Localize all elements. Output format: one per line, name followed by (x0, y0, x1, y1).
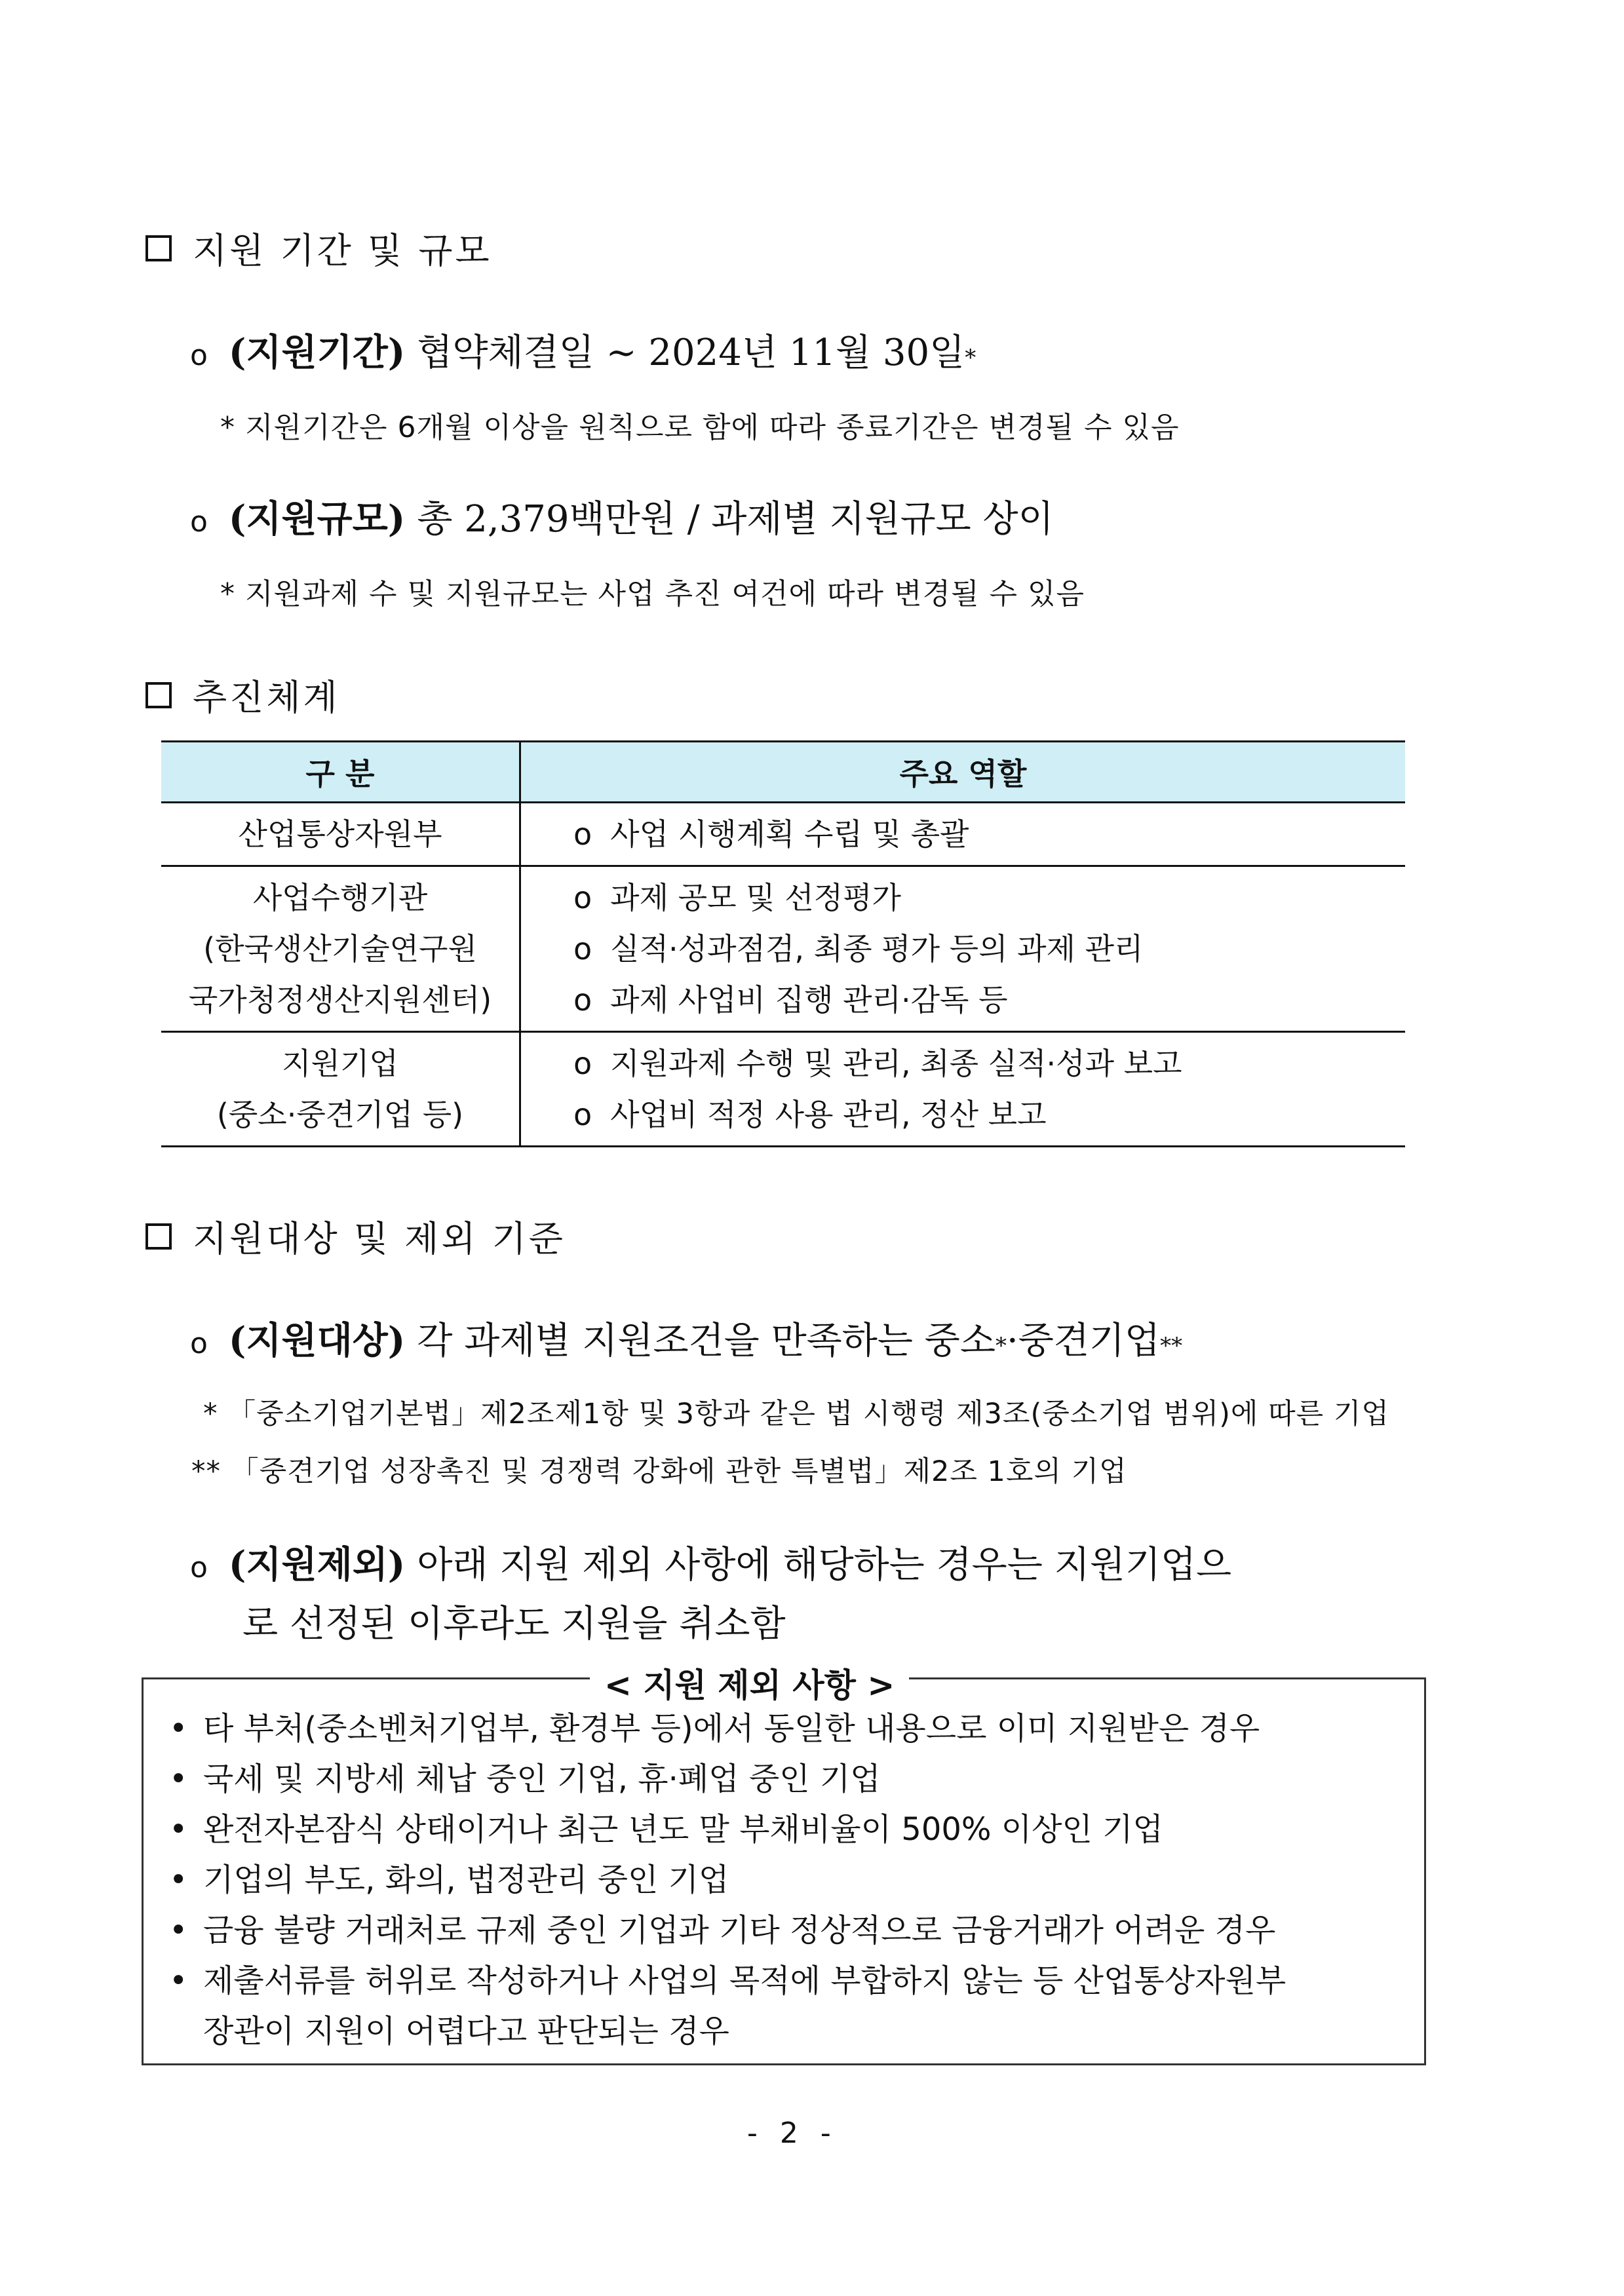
table-row (161, 866, 1405, 1032)
scale-tag: (지원규모) (228, 497, 406, 541)
role-text: 사업 시행계획 수립 및 총괄 (610, 816, 969, 852)
target-note-1: * 「중소기업기본법」제2조제1항 및 3항과 같은 법 시행령 제3조(중소기업 범위)에 따른 기업 (203, 1398, 1389, 1430)
checkbox-icon (145, 682, 172, 708)
role-item (573, 1089, 1404, 1140)
circle-bullet-icon: o (573, 982, 592, 1018)
table-cell-roles (520, 866, 1406, 1032)
list-indent (169, 2006, 203, 2057)
page-number: - 2 - (747, 2116, 838, 2150)
exclusion-list (169, 1704, 1286, 2057)
checkbox-icon (145, 1223, 172, 1250)
circle-bullet-icon: o (573, 816, 592, 852)
org-name: (한국생산기술연구원 (203, 931, 477, 966)
section-title-text: 추진체계 (193, 677, 340, 718)
table-row (161, 1032, 1405, 1147)
role-item (573, 1038, 1404, 1089)
target-footnote-mark-2: ** (1160, 1333, 1183, 1359)
bullet-dot-icon: • (169, 1962, 188, 1999)
section-title-structure (145, 670, 340, 720)
section-title-period-scale (145, 223, 492, 273)
list-item-continuation (169, 2006, 1286, 2057)
org-name: (중소·중견기업 등) (216, 1097, 464, 1132)
role-text: 과제 사업비 집행 관리·감독 등 (610, 982, 1008, 1018)
bullet-dot-icon: • (169, 1710, 188, 1747)
list-item (169, 1956, 1286, 2006)
bullet-dot-icon: • (169, 1912, 188, 1949)
list-item-text: 기업의 부도, 화의, 법정관리 중인 기업 (203, 1862, 729, 1898)
org-name: 국가청정생산지원센터) (188, 982, 492, 1018)
bullet-dot-icon: • (169, 1811, 188, 1848)
list-item (169, 1754, 1286, 1805)
circle-bullet-icon: o (190, 1327, 208, 1360)
period-tag: (지원기간) (228, 331, 406, 374)
circle-bullet-icon: o (190, 505, 208, 539)
org-name: 사업수행기관 (252, 880, 428, 915)
target-text-tail: ·중견기업 (1006, 1320, 1161, 1362)
table-header-role: 주요 역할 (520, 742, 1406, 803)
exclusion-tag: (지원제외) (228, 1543, 406, 1586)
exclusion-line (190, 1536, 1231, 1588)
list-item-text: 타 부처(중소벤처기업부, 환경부 등)에서 동일한 내용으로 이미 지원받은 경우 (203, 1710, 1260, 1747)
target-note-2: ** 「중견기업 성장촉진 및 경쟁력 강화에 관한 특별법」제2조 1호의 기업 (191, 1455, 1127, 1488)
circle-bullet-icon: o (573, 1046, 592, 1081)
exclusion-box-title: < 지원 제외 사항 > (590, 1659, 909, 1706)
table-header-category: 구 분 (161, 742, 520, 803)
period-text: 협약체결일 ~ 2024년 11월 30일 (417, 332, 965, 374)
list-item (169, 1855, 1286, 1905)
circle-bullet-icon: o (573, 1097, 592, 1132)
org-name: 산업통상자원부 (238, 816, 442, 852)
table-cell-org (161, 866, 520, 1032)
table-cell-roles (520, 803, 1406, 866)
period-line (190, 324, 976, 376)
checkbox-icon (145, 235, 172, 261)
list-item (169, 1905, 1286, 1956)
list-item (169, 1805, 1286, 1855)
table-header-row (161, 742, 1405, 803)
list-item-text: 국세 및 지방세 체납 중인 기업, 휴·폐업 중인 기업 (203, 1761, 881, 1797)
role-text: 실적·성과점검, 최종 평가 등의 과제 관리 (610, 931, 1144, 966)
section-title-target-exclusion (145, 1211, 566, 1261)
list-item-text: 완전자본잠식 상태이거나 최근 년도 말 부채비율이 500% 이상인 기업 (203, 1811, 1163, 1848)
table-row (161, 803, 1405, 866)
role-item (573, 974, 1404, 1025)
target-footnote-mark: * (995, 1333, 1007, 1359)
period-footnote-mark: * (965, 345, 976, 371)
scale-text: 총 2,379백만원 / 과제별 지원규모 상이 (417, 498, 1054, 541)
role-text: 사업비 적정 사용 관리, 정산 보고 (610, 1097, 1047, 1132)
org-name: 지원기업 (282, 1046, 398, 1081)
period-note: * 지원기간은 6개월 이상을 원칙으로 함에 따라 종료기간은 변경될 수 있음 (220, 411, 1180, 444)
list-item-text: 장관이 지원이 어렵다고 판단되는 경우 (203, 2013, 729, 2050)
list-item-text: 금융 불량 거래처로 규제 중인 기업과 기타 정상적으로 금융거래가 어려운 경우 (203, 1912, 1276, 1949)
table-cell-org (161, 803, 520, 866)
circle-bullet-icon: o (190, 1551, 208, 1584)
section-title-text: 지원대상 및 제외 기준 (193, 1218, 566, 1259)
exclusion-text: 아래 지원 제외 사항에 해당하는 경우는 지원기업으 (417, 1544, 1232, 1586)
role-item (573, 923, 1404, 974)
role-text: 과제 공모 및 선정평가 (610, 880, 901, 915)
bullet-dot-icon: • (169, 1862, 188, 1898)
list-item-text: 제출서류를 허위로 작성하거나 사업의 목적에 부합하지 않는 등 산업통상자원부 (203, 1962, 1286, 1999)
table-cell-org (161, 1032, 520, 1147)
bullet-dot-icon: • (169, 1761, 188, 1797)
target-line (190, 1312, 1182, 1364)
circle-bullet-icon: o (573, 880, 592, 915)
role-item (573, 809, 1404, 860)
target-tag: (지원대상) (228, 1319, 406, 1362)
circle-bullet-icon: o (190, 339, 208, 372)
role-item (573, 872, 1404, 923)
role-table (161, 740, 1405, 1147)
table-cell-roles (520, 1032, 1406, 1147)
circle-bullet-icon: o (573, 931, 592, 966)
list-item (169, 1704, 1286, 1754)
scale-line (190, 490, 1054, 543)
role-text: 지원과제 수행 및 관리, 최종 실적·성과 보고 (610, 1046, 1182, 1081)
target-text: 각 과제별 지원조건을 만족하는 중소 (417, 1320, 996, 1362)
section-title-text: 지원 기간 및 규모 (193, 230, 492, 271)
exclusion-line-2: 로 선정된 이후라도 지원을 취소함 (242, 1603, 786, 1645)
scale-note: * 지원과제 수 및 지원규모는 사업 추진 여건에 따라 변경될 수 있음 (220, 577, 1085, 611)
